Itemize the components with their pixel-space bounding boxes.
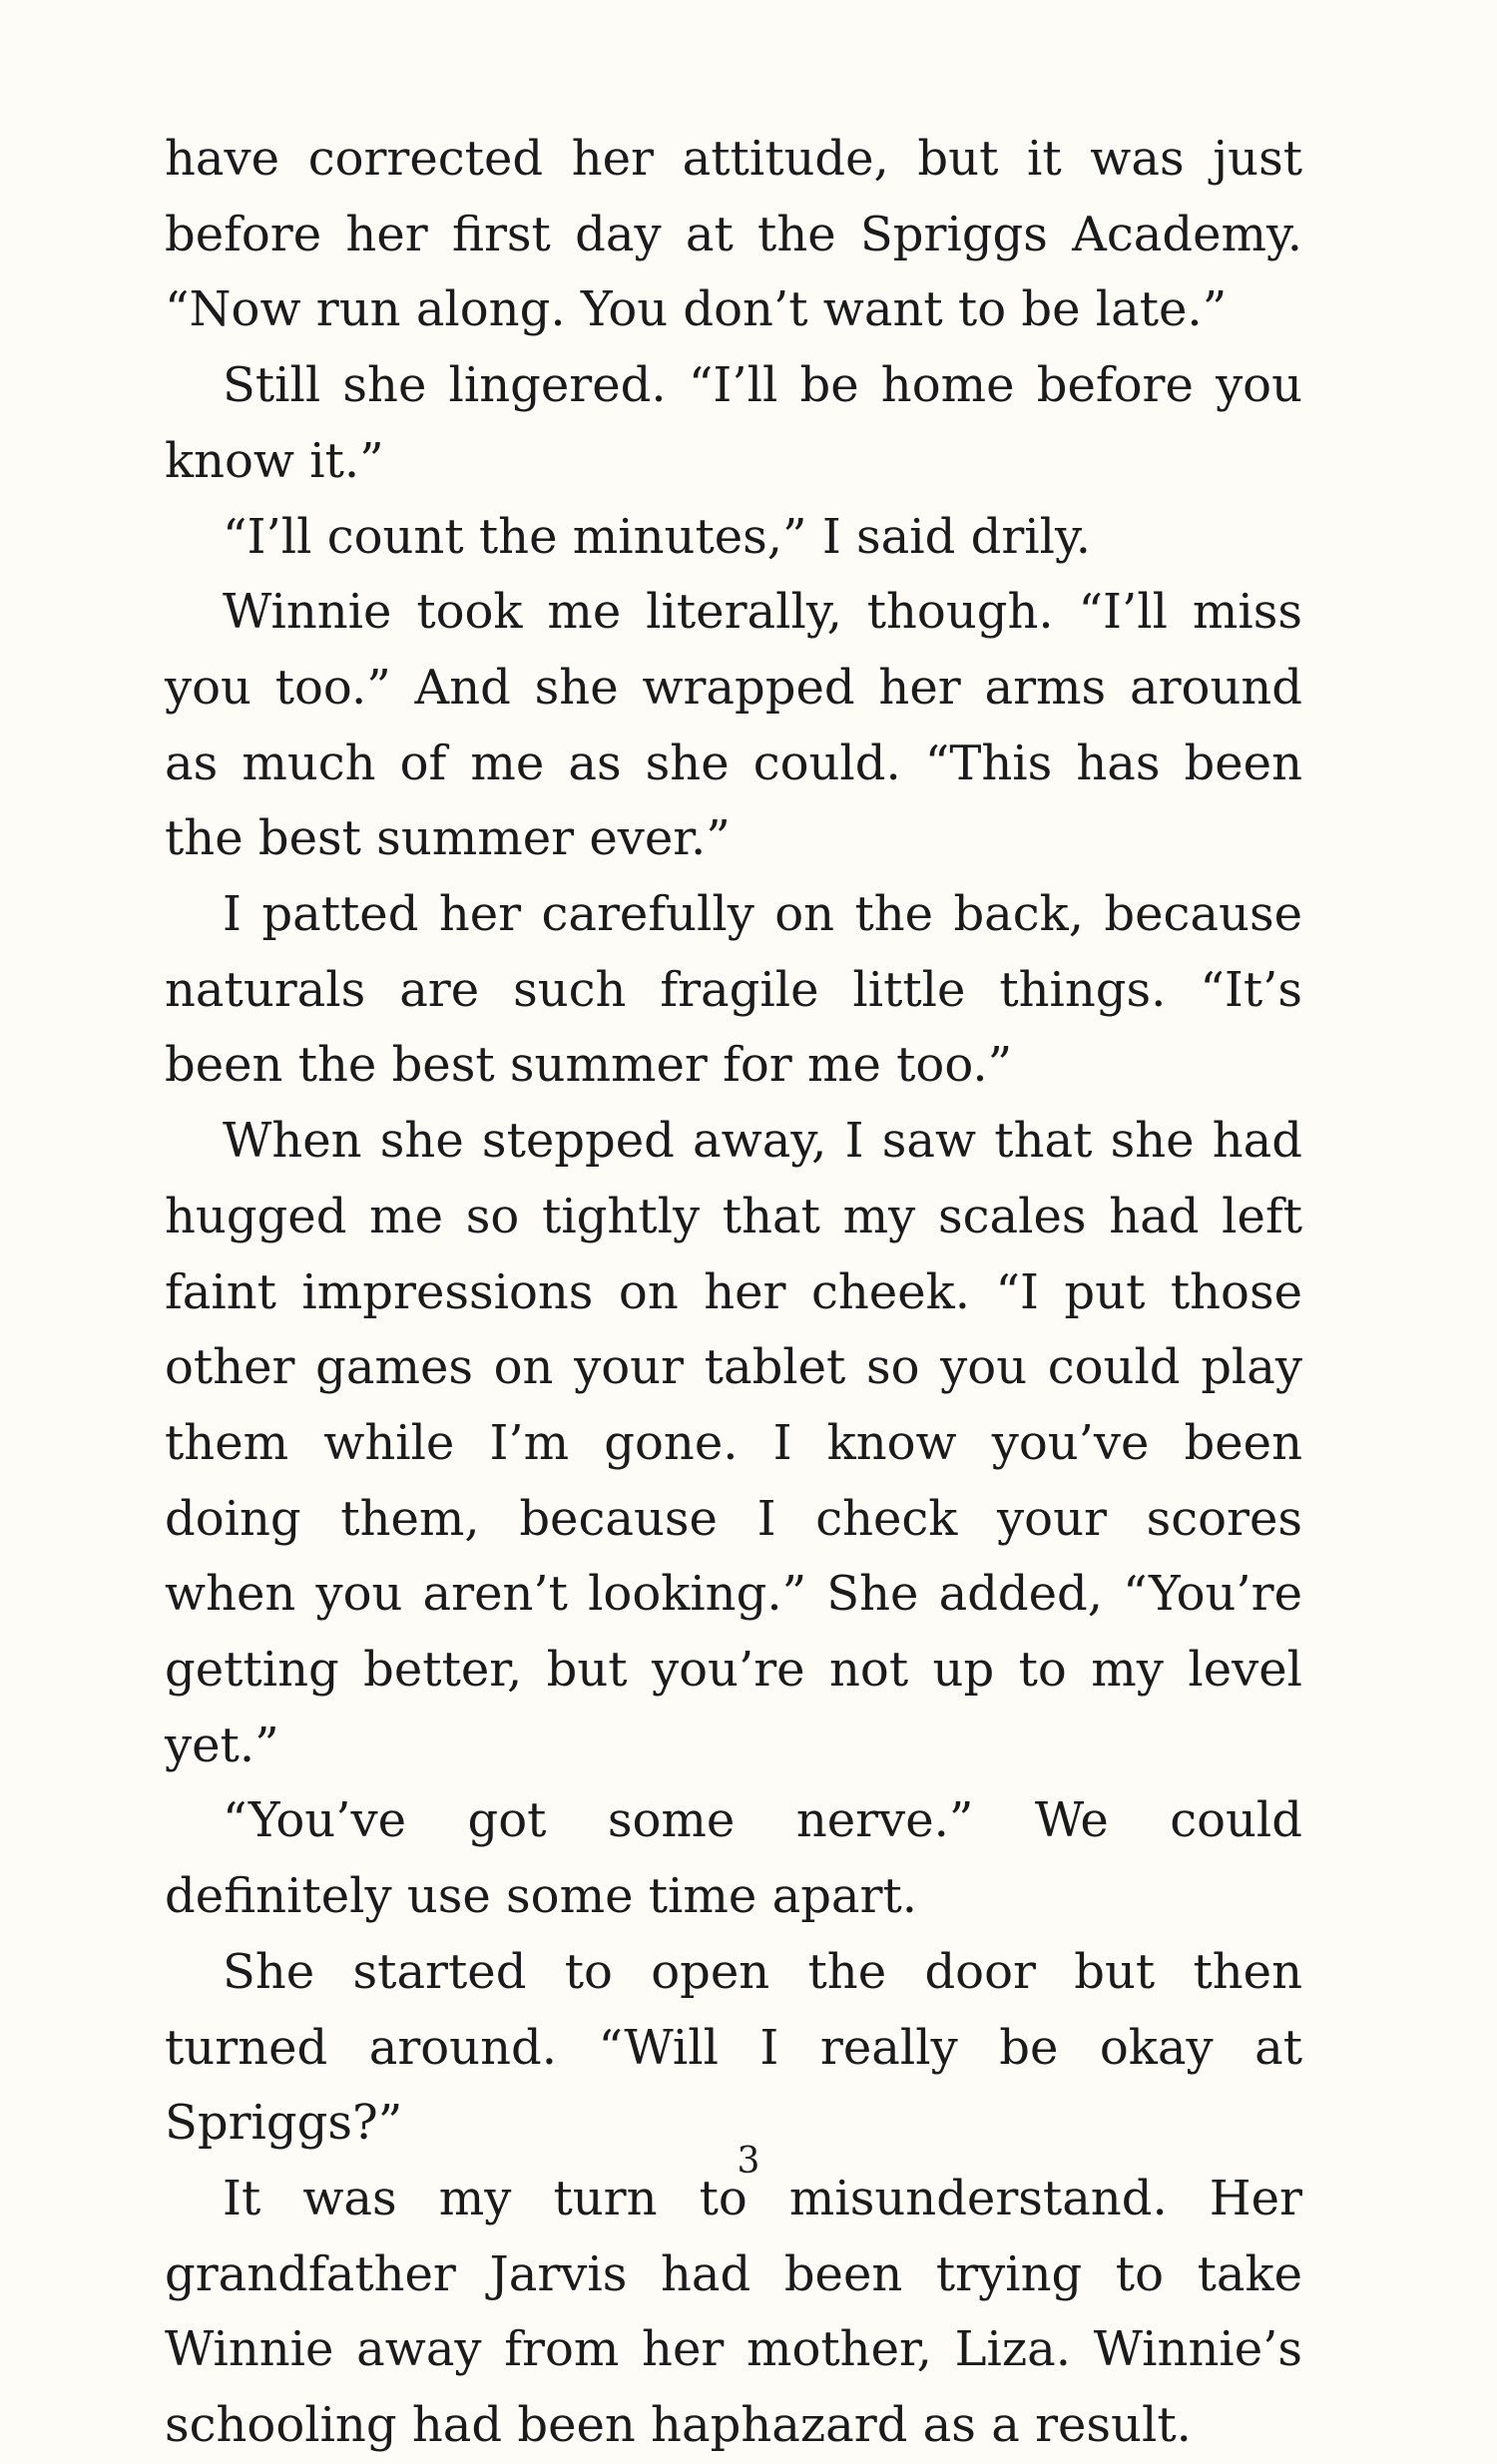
paragraph-continuation: have corrected her attitude, but it was just before her first day at the Spriggs Academy. “Now run along. You don’t want to be late.” [165, 131, 1302, 338]
page-number: 3 [737, 2141, 760, 2182]
paragraph: Winnie took me literally, though. “I’ll miss you too.” And she wrapped her arms around as much of me as she could. “This has been the best summer ever.” [165, 584, 1302, 867]
paragraph: It was my turn to misunderstand. Her grandfather Jarvis had been trying to take Winnie away from her mother, Liza. Winnie’s schooling had been haphazard as a result. [165, 2170, 1302, 2454]
paragraph: Still she lingered. “I’ll be home before you know it.” [165, 357, 1302, 489]
paragraph: “I’ll count the minutes,” I said drily. [223, 508, 1091, 565]
paragraph: “You’ve got some nerve.” We could definitely use some time apart. [165, 1792, 1302, 1925]
body-text [165, 122, 1302, 2464]
paragraph: When she stepped away, I saw that she had hugged me so tightly that my scales had left faint impressions on her cheek. “I put those other games on your tablet so you could play them while I’m gone. I know you’ve been doing them, because I check your scores when you aren’t looking.” She added, “You’re getting better, but you’re not up to my level yet.” [165, 1113, 1302, 1773]
paragraph: I patted her carefully on the back, because naturals are such fragile little things. “It’s been the best summer for me too.” [165, 886, 1302, 1094]
paragraph: She started to open the door but then turned around. “Will I really be okay at Spriggs?” [165, 1943, 1302, 2152]
